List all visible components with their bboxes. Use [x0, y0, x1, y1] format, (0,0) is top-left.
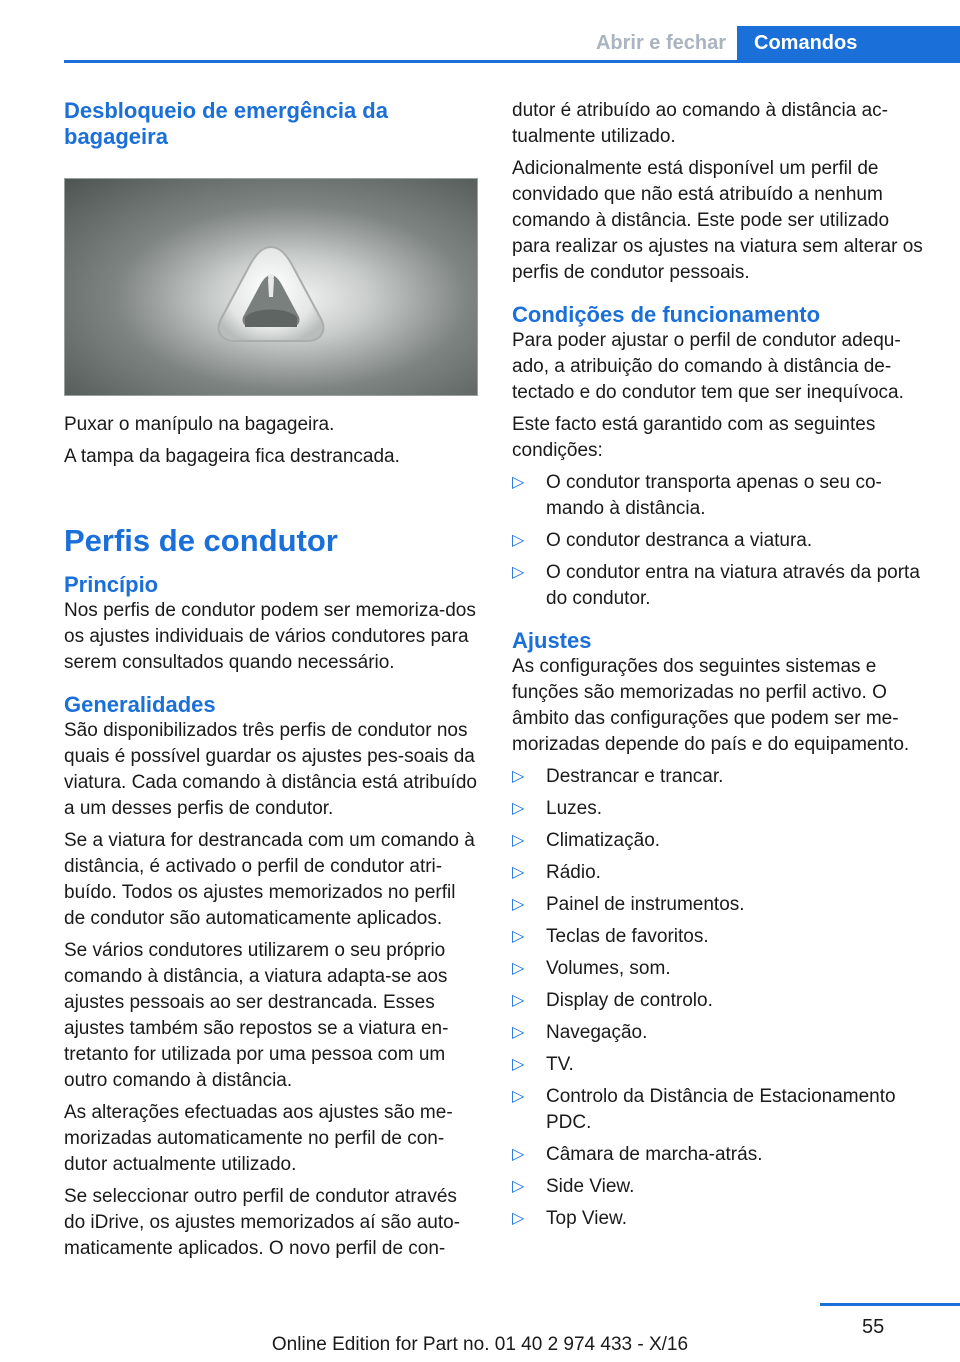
- left-column: [64, 98, 478, 1268]
- list-item: ▷ Destrancar e trancar.: [512, 764, 926, 790]
- list-item: ▷ TV.: [512, 1052, 926, 1078]
- settings-text: As configurações dos seguintes sistemas e funções são memorizadas no perfil activo. O âmbito das configurações que podem ser me-morizadas depende do país e do equipamento.: [512, 656, 910, 755]
- heading-settings: Ajustes: [512, 628, 592, 653]
- emergency-text-2: A tampa da bagageira fica destrancada.: [64, 446, 400, 467]
- triangle-bullet-icon: ▷: [512, 832, 525, 849]
- triangle-bullet-icon: ▷: [512, 532, 525, 549]
- triangle-bullet-icon: ▷: [512, 474, 525, 491]
- heading-operating-conditions: Condições de funcionamento: [512, 302, 821, 327]
- list-item: ▷ Controlo da Distância de Estacionamento PDC.: [512, 1086, 896, 1133]
- triangle-bullet-icon: ▷: [512, 960, 525, 977]
- triangle-bullet-icon: ▷: [512, 864, 525, 881]
- general-text-2: Se a viatura for destrancada com um comando à distância, é activado o perfil de condutor atri-buído. Todos os ajustes memorizados no perfil de condutor são automaticamente aplicados.: [64, 830, 475, 929]
- list-item: ▷ Painel de instrumentos.: [512, 892, 926, 918]
- triangle-bullet-icon: ▷: [512, 564, 525, 581]
- triangle-bullet-icon: ▷: [512, 768, 525, 785]
- conditions-text-2: Este facto está garantido com as seguintes condições:: [512, 414, 876, 461]
- footer-edition-text: Online Edition for Part no. 01 40 2 974 433 - X/16: [271, 1334, 689, 1355]
- list-item: ▷ O condutor transporta apenas o seu co-mando à distância.: [512, 472, 882, 519]
- heading-emergency-unlock: Desbloqueio de emergência da bagageira: [64, 98, 388, 149]
- tab-section[interactable]: Abrir e fechar: [595, 32, 727, 54]
- list-item: ▷ Volumes, som.: [512, 956, 926, 982]
- list-item: ▷ Teclas de favoritos.: [512, 924, 926, 950]
- heading-driver-profiles: Perfis de condutor: [64, 523, 338, 558]
- triangle-bullet-icon: ▷: [512, 1088, 525, 1105]
- triangle-bullet-icon: ▷: [512, 1210, 525, 1227]
- list-item: ▷ O condutor entra na viatura através da porta do condutor.: [512, 562, 920, 609]
- principle-text: Nos perfis de condutor podem ser memoriza-dos os ajustes individuais de vários condutores para serem consultados quando necessário.: [64, 600, 476, 673]
- triangle-bullet-icon: ▷: [512, 896, 525, 913]
- list-item: ▷ Luzes.: [512, 796, 926, 822]
- triangle-bullet-icon: ▷: [512, 992, 525, 1009]
- trunk-release-handle-image: [64, 178, 478, 396]
- trunk-handle-illustration: [65, 179, 477, 395]
- list-item: ▷ Display de controlo.: [512, 988, 926, 1014]
- heading-principle: Princípio: [64, 572, 159, 597]
- triangle-bullet-icon: ▷: [512, 1178, 525, 1195]
- settings-list: [512, 764, 926, 1232]
- general-text-1: São disponibilizados três perfis de condutor nos quais é possível guardar os ajustes pes-soais da viatura. Cada comando à distância está atribuído a um desses perfis de condutor.: [64, 720, 477, 819]
- list-item: ▷ Climatização.: [512, 828, 926, 854]
- continued-text-1: dutor é atribuído ao comando à distância ac-tualmente utilizado.: [512, 100, 889, 147]
- emergency-text-1: Puxar o manípulo na bagageira.: [64, 414, 335, 435]
- triangle-bullet-icon: ▷: [512, 1024, 525, 1041]
- heading-general: Generalidades: [64, 692, 216, 717]
- page-number: 55: [862, 1316, 885, 1338]
- conditions-text-1: Para poder ajustar o perfil de condutor adequ-ado, a atribuição do comando à distância de-tectado e do condutor tem que ser inequívoca.: [512, 330, 904, 403]
- list-item: ▷ Navegação.: [512, 1020, 926, 1046]
- triangle-bullet-icon: ▷: [512, 1056, 525, 1073]
- general-text-5: Se seleccionar outro perfil de condutor através do iDrive, os ajustes memorizados aí são auto-maticamente aplicados. O novo perfil de con-: [64, 1186, 461, 1259]
- list-item: ▷ Side View.: [512, 1174, 926, 1200]
- continued-text-2: Adicionalmente está disponível um perfil de convidado que não está atribuído a nenhum comando à distância. Este pode ser utilizado para realizar os ajustes na viatura sem alterar os perfis de condutor pessoais.: [512, 158, 923, 283]
- general-text-4: As alterações efectuadas aos ajustes são me-morizadas automaticamente no perfil de con-dutor actualmente utilizado.: [64, 1102, 453, 1175]
- general-text-3: Se vários condutores utilizarem o seu próprio comando à distância, a viatura adapta-se aos ajustes pessoais ao ser destrancada. Esses ajustes também são repostos se a viatura en-tretanto for utilizada por uma pessoa com um outro comando à distância.: [64, 940, 449, 1091]
- tab-chapter[interactable]: Comandos: [737, 26, 960, 63]
- list-item: ▷ Top View.: [512, 1206, 926, 1232]
- list-item: ▷ O condutor destranca a viatura.: [512, 528, 926, 554]
- right-column: [512, 98, 926, 1240]
- triangle-bullet-icon: ▷: [512, 1146, 525, 1163]
- conditions-list: [512, 470, 926, 612]
- triangle-bullet-icon: ▷: [512, 800, 525, 817]
- triangle-bullet-icon: ▷: [512, 928, 525, 945]
- list-item: ▷ Rádio.: [512, 860, 926, 886]
- footer-rule: [820, 1303, 960, 1306]
- list-item: ▷ Câmara de marcha-atrás.: [512, 1142, 926, 1168]
